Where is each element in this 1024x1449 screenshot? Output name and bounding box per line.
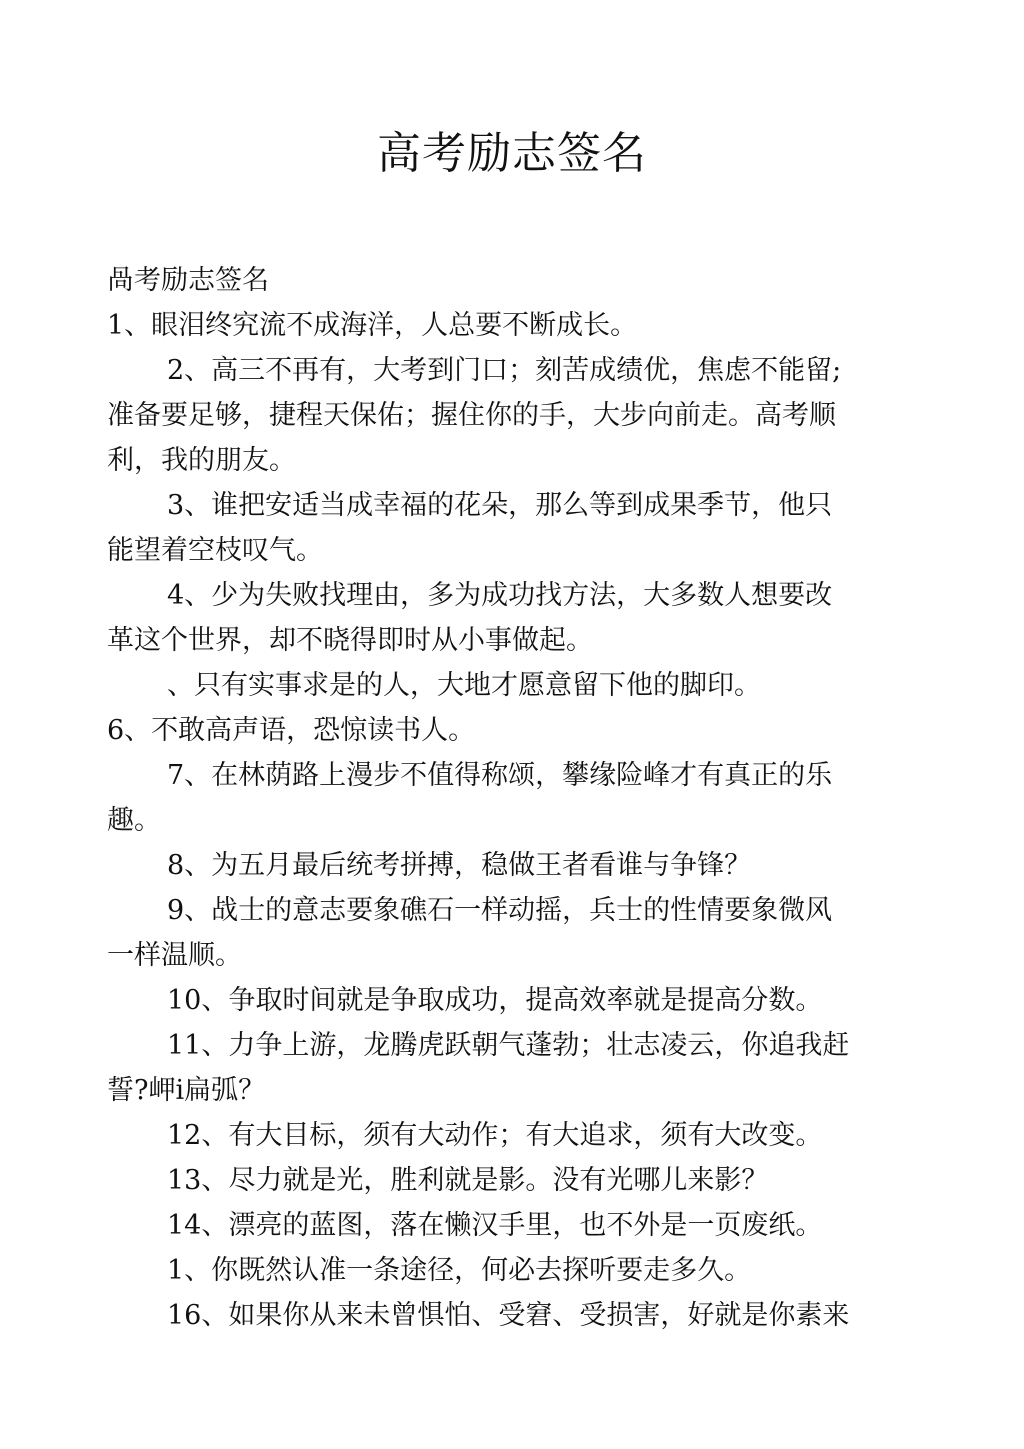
- text-line: 准备要足够，捷程天保佑；握住你的手，大步向前走。高考顺: [107, 400, 836, 431]
- text-line: 6、不敢高声语，恐惊读书人。: [107, 715, 476, 746]
- text-line: 一样温顺。: [107, 940, 242, 971]
- text-line: 10、争取时间就是争取成功，提高效率就是提高分数。: [167, 985, 823, 1016]
- text-line: 12、有大目标，须有大动作；有大追求，须有大改变。: [167, 1120, 823, 1151]
- text-line: 13、尽力就是光，胜利就是影。没有光哪儿来影？: [167, 1165, 769, 1196]
- text-line: 能望着空枝叹气。: [107, 535, 323, 566]
- text-line: 11、力争上游，龙腾虎跃朝气蓬勃；壮志凌云，你追我赶: [167, 1030, 850, 1061]
- text-line: 9、战士的意志要象礁石一样动摇，兵士的性情要象微风: [167, 895, 833, 926]
- text-line: 誓?岬i扁弧？: [107, 1075, 266, 1106]
- text-line: 2、高三不再有，大考到门口；刻苦成绩优，焦虑不能留;: [167, 355, 842, 386]
- text-line: 16、如果你从来未曾惧怕、受窘、受损害，好就是你素来: [167, 1300, 850, 1331]
- text-line: 咼考励志签名: [107, 265, 269, 296]
- document-title: 高考励志签名: [377, 128, 647, 179]
- document-body: [107, 258, 897, 1338]
- text-line: 4、少为失败找理由，多为成功找方法，大多数人想要改: [167, 580, 833, 611]
- text-line: 14、漂亮的蓝图，落在懒汉手里，也不外是一页废纸。: [167, 1210, 823, 1241]
- text-line: 7、在林荫路上漫步不值得称颂，攀缘险峰才有真正的乐: [167, 760, 833, 791]
- text-line: 利，我的朋友。: [107, 445, 296, 476]
- text-line: 3、谁把安适当成幸福的花朵，那么等到成果季节，他只: [167, 490, 833, 521]
- text-line: 革这个世界，却不晓得即时从小事做起。: [107, 625, 593, 656]
- text-line: 趣。: [107, 805, 161, 836]
- text-line: 1、你既然认准一条途径，何必去探听要走多久。: [167, 1255, 752, 1286]
- text-line: 8、为五月最后统考拼搏，稳做王者看谁与争锋？: [167, 850, 752, 881]
- text-line: 、只有实事求是的人，大地才愿意留下他的脚印。: [167, 670, 761, 701]
- text-line: 1、眼泪终究流不成海洋，人总要不断成长。: [107, 310, 638, 341]
